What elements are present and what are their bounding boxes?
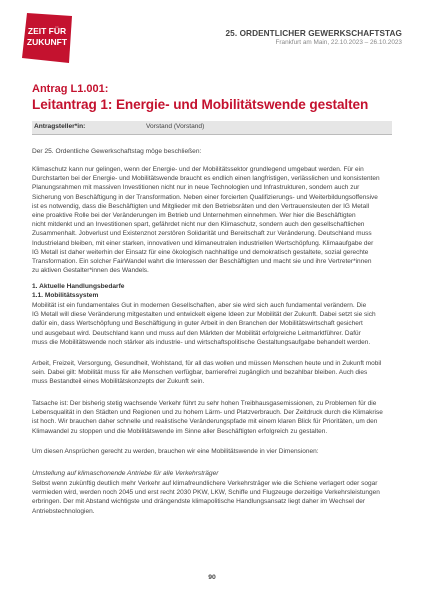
- paragraph-4: [32, 399, 396, 436]
- paragraph-line: Durchstarten bei der Energie- und Mobilitätswende braucht es endlich einen langfristigen, verlässlichen und konsistenten: [32, 175, 380, 183]
- zeit-fuer-zukunft-logo: [22, 13, 72, 63]
- paragraph-line: nicht mitdenkt und an Investitionen spart, gefährdet nicht nur den Klimaschutz, sondern auch den gesellschaftlichen: [32, 221, 365, 229]
- logo-line1: ZEIT FÜR: [27, 26, 67, 36]
- paragraph-line: Zusammenhalt. Jobverlust und Existenznot zerstören Solidarität und Bereitschaft zur Veränderung. Deutschland muss: [32, 230, 372, 238]
- paragraph-line: Sicherung von Beschäftigung in der Transformation. Neben einer forcierten Qualifizierungs- und Weiterbildungsoffensive: [32, 193, 378, 201]
- event-title: 25. ORDENTLICHER GEWERKSCHAFTSTAG: [225, 29, 402, 38]
- antrag-title: Leitantrag 1: Energie- und Mobilitätswende gestalten: [32, 97, 369, 112]
- subsection-heading: 1.1. Mobilitätssystem: [32, 292, 99, 299]
- paragraph-line: und ausgebaut wird. Deutschland kann und muss auf den Märkten der Mobilität erfolgreiche Leitmarktführer. Dafür: [32, 329, 361, 337]
- paragraph-line: ist es notwendig, dass die Beschäftigten und Mitglieder mit den Betriebsräten und den Vertrauensleuten der IG Metall: [32, 202, 370, 210]
- paragraph-line: Transformation. Ein solcher FairWandel wahrt die Interessen der Beschäftigten und macht sie und ihre Vertreter*innen: [32, 257, 372, 265]
- paragraph-line: muss die Mobilitätswende noch stärker als industrie- und wirtschaftspolitische Gestaltungsaufgabe behandelt werden.: [32, 338, 371, 346]
- paragraph-2: [32, 301, 396, 347]
- paragraph-line: zu aktiven Gestalter*innen des Wandels.: [32, 267, 149, 275]
- paragraph-line: sein. Dabei gilt: Mobilität muss für alle Menschen verfügbar, barrierefrei zugänglich und bezahlbar bleiben. Auch dies: [32, 369, 368, 377]
- event-subtitle: Frankfurt am Main, 22.10.2023 – 26.10.2023: [275, 39, 402, 46]
- paragraph-line: Um diesen Ansprüchen gerecht zu werden, brauchen wir eine Mobilitätswende in vier Dimensionen:: [32, 448, 319, 455]
- paragraph-line: Mobilität ist ein fundamentales Gut in modernen Gesellschaften, aber sie wird sich auch fundamental verändern. Die: [32, 302, 367, 309]
- paragraph-line: dafür ein, dass Wertschöpfung und Beschäftigung in guter Arbeit in den Branchen der Mobilitätswirtschaft gesichert: [32, 320, 363, 328]
- section-heading: 1. Aktuelle Handlungsbedarfe: [32, 283, 125, 290]
- paragraph-line: Tatsache ist: Der bisherig stetig wachsende Verkehr führt zu sehr hohen Treibhausgasemissionen, zu Problemen für die: [32, 400, 377, 407]
- paragraph-line: ist hoch. Wir brauchen daher schnelle und realistische Veränderungspfade mit einem klaren Blick für Prioritäten, um den: [32, 418, 378, 426]
- paragraph-line: Klimawandel zu stoppen und die Mobilitätswende im Sinne aller Beschäftigten erfolgreich zu gestalten.: [32, 427, 328, 435]
- event-header: [226, 29, 402, 46]
- paragraph-5: [32, 447, 396, 456]
- intro-text: Der 25. Ordentliche Gewerkschaftstag möge beschließen:: [32, 148, 202, 155]
- paragraph-line: Antriebstechnologien.: [32, 507, 95, 515]
- paragraph-line: Industrieland bleiben, mit einer starken, innovativen und klimaneutralen industriellen Wertschöpfung. Klimaaufgabe der: [32, 239, 374, 247]
- paragraph-line: vermieden wird, werden noch 2045 und erst recht 2030 PKW, LKW, Schiffe und Flugzeuge derzeitige Verkehrsleistungen: [32, 489, 380, 497]
- paragraph-line: muss Bestandteil eines Mobilitätskonzepts der Zukunft sein.: [32, 378, 205, 386]
- paragraph-line: Arbeit, Freizeit, Versorgung, Gesundheit, Wohlstand, für all das wollen und müssen Menschen heute und in Zukunft mobil: [32, 360, 382, 367]
- paragraph-line: Selbst wenn zukünftig deutlich mehr Verkehr auf klimafreundlichere Verkehrsträger wie die Schiene verlagert oder sogar: [32, 480, 378, 487]
- logo-badge: [22, 13, 72, 63]
- antrag-id: Antrag L1.001:: [32, 83, 109, 95]
- paragraph-line: Lebensqualität in den Städten und Regionen und zu hohem Lärm- und Platzverbrauch. Der Zeitdruck durch die Klimakrise: [32, 409, 383, 417]
- paragraph-1: [32, 165, 396, 275]
- paragraph-3: [32, 359, 396, 387]
- proposer-label: Antragsteller*in:: [34, 123, 86, 130]
- paragraph-line: erbringen. Der mit Abstand wichtigste und drängendste klimapolitische Handlungsansatz liegt daher im Wechsel der: [32, 498, 366, 506]
- paragraph-line: IG Metall ist daher weiterhin der Einsatz für eine ökologisch nachhaltige und demokratisch gestaltete, sozial gerechte: [32, 248, 369, 256]
- paragraph-line: IG Metall will diese Veränderung mitgestalten und entwickelt eigene Ideen zur Mobilität der Zukunft. Dabei setzt sie sich: [32, 311, 376, 319]
- paragraph-6: [32, 479, 396, 516]
- proposer-bar: [32, 121, 392, 135]
- proposer-value: Vorstand (Vorstand): [146, 123, 205, 130]
- paragraph-line: eine proaktive Rolle bei der Veränderungen im Betrieb und Unternehmen einnehmen. Wer hier die Beschäftigten: [32, 211, 356, 219]
- logo-line2: ZUKUNFT: [26, 37, 68, 47]
- paragraph-line: Planungsrahmen mit massiven Investitionen nicht nur in neue Technologien und Infrastrukturen, sondern auch zur: [32, 184, 360, 192]
- paragraph-line: Klimaschutz kann nur gelingen, wenn der Energie- und der Mobilitätssektor grundlegend umgebaut werden. Für ein: [32, 166, 364, 173]
- italic-subheading: Umstellung auf klimaschonende Antriebe für alle Verkehrsträger: [32, 470, 219, 477]
- page-number: 90: [208, 574, 216, 581]
